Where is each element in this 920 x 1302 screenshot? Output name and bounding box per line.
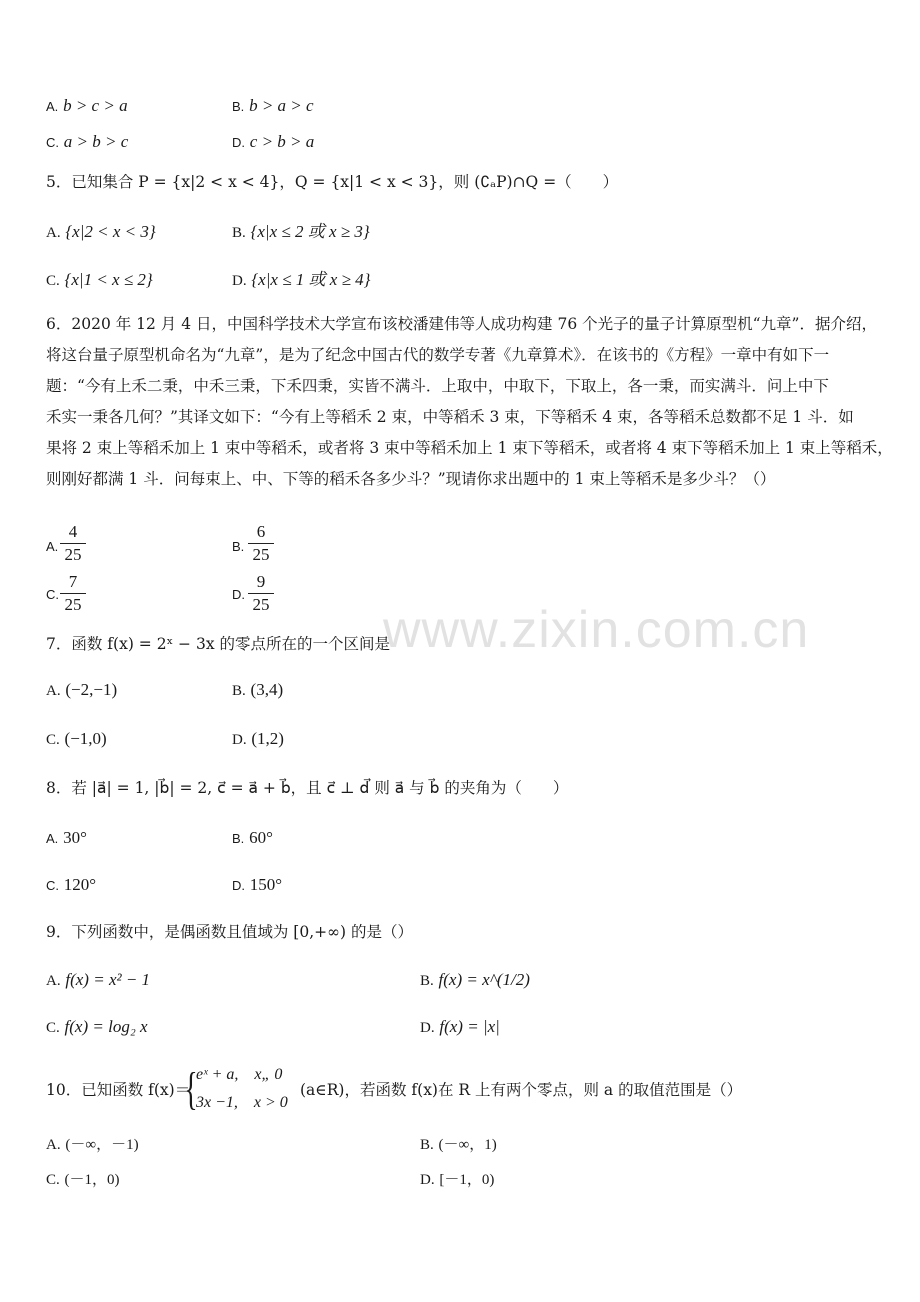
q6-line-4: 禾实一秉各几何？”其译文如下：“今有上等稻禾 2 束，中等稻禾 3 束，下等稻禾 4 束，各等稻禾总数都不足 1 斗．如 — [46, 408, 854, 426]
q6-line-5: 果将 2 束上等稻禾加上 1 束中等稻禾，或者将 3 束中等稻禾加上 1 束下等稻禾，或者将 4 束下等稻禾加上 1 束上等稻禾， — [46, 439, 893, 457]
denominator: 25 — [64, 545, 82, 564]
option-text: c > b > a — [249, 132, 315, 151]
option-label: C. — [46, 135, 59, 150]
option-fraction — [60, 572, 86, 615]
q7-option-d[interactable] — [232, 729, 284, 750]
option-label: D. — [232, 273, 247, 289]
q5-option-b[interactable] — [232, 222, 370, 243]
q10-option-a[interactable] — [46, 1134, 139, 1155]
q10-stem-prefix: 10．已知函数 f(x)＝ — [46, 1081, 191, 1099]
option-text: (－∞，1) — [438, 1137, 497, 1153]
option-label: C. — [46, 1172, 60, 1188]
q6-line-1: 6．2020 年 12 月 4 日，中国科学技术大学宣布该校潘建伟等人成功构建 76 个光子的量子计算原型机“九章”．据介绍， — [46, 315, 877, 333]
q8-option-d[interactable] — [232, 875, 282, 896]
option-text: {x|2 < x < 3} — [65, 222, 156, 241]
option-label: B. — [420, 973, 434, 989]
option-text: a > b > c — [63, 132, 129, 151]
piecewise-case-1: eˣ + a, x„ 0 — [196, 1066, 283, 1083]
option-text: f(x) = log₂ x — [64, 1017, 148, 1036]
piecewise-brace: { — [184, 1063, 198, 1114]
q4-option-a[interactable] — [46, 96, 128, 117]
option-text: {x|x ≤ 2 或 x ≥ 3} — [250, 222, 370, 241]
q9-option-c[interactable] — [46, 1017, 148, 1038]
option-label: D. — [232, 878, 245, 893]
option-label: C. — [46, 587, 59, 602]
option-label: A. — [46, 225, 61, 241]
watermark: www.zixin.com.cn — [383, 601, 810, 659]
option-text: f(x) = |x| — [439, 1017, 500, 1036]
q7-option-a[interactable] — [46, 680, 117, 701]
q9-stem: 9．下列函数中，是偶函数且值域为 [0,+∞) 的是（） — [46, 923, 413, 941]
q7-stem: 7．函数 f(x) = 2ˣ − 3x 的零点所在的一个区间是 — [46, 635, 391, 653]
piecewise-case-2: 3x −1, x > 0 — [196, 1094, 288, 1111]
q5-stem: 5．已知集合 P = {x|2 < x < 4}，Q = {x|1 < x < 3}，则 (∁ₐP)∩Q =（ ） — [46, 173, 619, 191]
q7-option-c[interactable] — [46, 729, 107, 750]
q4-option-d[interactable] — [232, 132, 314, 153]
q10-stem-suffix: (a∈R)，若函数 f(x)在 R 上有两个零点，则 a 的取值范围是（） — [300, 1081, 743, 1099]
option-text: (−2,−1) — [65, 680, 118, 699]
option-text: {x|x ≤ 1 或 x ≥ 4} — [251, 270, 371, 289]
option-label: C. — [46, 273, 60, 289]
option-text: (1,2) — [251, 729, 284, 748]
option-text: (－∞，－1) — [65, 1137, 139, 1153]
option-label: B. — [232, 683, 246, 699]
option-label: C. — [46, 1020, 60, 1036]
numerator: 4 — [68, 522, 78, 541]
option-label: A. — [46, 539, 59, 554]
denominator: 25 — [252, 595, 270, 614]
option-text: (3,4) — [250, 680, 284, 699]
option-text: 120° — [63, 875, 97, 894]
q6-line-6: 则刚好都满 1 斗．问每束上、中、下等的稻禾各多少斗？”现请你求出题中的 1 束上等稻禾是多少斗？（） — [46, 470, 776, 488]
option-label: D. — [420, 1172, 435, 1188]
option-label: A. — [46, 683, 61, 699]
q5-option-a[interactable] — [46, 222, 156, 243]
q10-option-b[interactable] — [420, 1134, 497, 1155]
q8-stem: 8．若 |a⃗| = 1, |b⃗| = 2, c⃗ = a⃗ + b⃗，且 c⃗ ⊥ d⃗ 则 a⃗ 与 b⃗ 的夹角为（ ） — [46, 779, 569, 797]
option-text: f(x) = x² − 1 — [65, 970, 151, 989]
option-label: A. — [46, 1137, 61, 1153]
option-fraction — [248, 572, 274, 615]
option-text: {x|1 < x ≤ 2} — [64, 270, 153, 289]
q10-option-c[interactable] — [46, 1169, 120, 1190]
option-fraction — [248, 522, 274, 565]
option-label: B. — [232, 225, 246, 241]
q4-option-b[interactable] — [232, 96, 314, 117]
option-fraction — [60, 522, 86, 565]
q8-option-b[interactable] — [232, 828, 273, 849]
option-label: C. — [46, 878, 59, 893]
option-label: B. — [420, 1137, 434, 1153]
option-text: b > c > a — [63, 96, 128, 115]
option-label: C. — [46, 732, 60, 748]
option-text: 60° — [249, 828, 273, 847]
option-text: 150° — [249, 875, 283, 894]
option-label: B. — [232, 539, 245, 554]
option-label: D. — [232, 135, 245, 150]
q4-option-c[interactable] — [46, 132, 128, 153]
q6-line-2: 将这台量子原型机命名为“九章”，是为了纪念中国古代的数学专著《九章算术》．在该书的《方程》一章中有如下一 — [46, 346, 830, 364]
denominator: 25 — [64, 595, 82, 614]
numerator: 7 — [68, 572, 78, 591]
option-label: D. — [232, 732, 247, 748]
q5-option-d[interactable] — [232, 270, 370, 291]
denominator: 25 — [252, 545, 270, 564]
option-label: D. — [232, 587, 245, 602]
option-text: b > a > c — [249, 96, 314, 115]
numerator: 6 — [256, 522, 266, 541]
option-label: A. — [46, 831, 59, 846]
q6-line-3: 题：“今有上禾二秉，中禾三秉，下禾四秉，实皆不满斗．上取中，中取下，下取上，各一秉，而实满斗．问上中下 — [46, 377, 829, 395]
q8-option-c[interactable] — [46, 875, 96, 896]
option-label: A. — [46, 973, 61, 989]
q9-option-a[interactable] — [46, 970, 150, 991]
option-text: 30° — [63, 828, 87, 847]
q10-option-d[interactable] — [420, 1169, 494, 1190]
option-label: B. — [232, 831, 245, 846]
option-text: (−1,0) — [64, 729, 107, 748]
option-text: f(x) = x^(1/2) — [438, 970, 530, 989]
option-label: A. — [46, 99, 59, 114]
option-label: D. — [420, 1020, 435, 1036]
q9-option-b[interactable] — [420, 970, 530, 991]
option-text: [－1，0) — [439, 1172, 495, 1188]
q5-option-c[interactable] — [46, 270, 153, 291]
option-label: B. — [232, 99, 245, 114]
q9-option-d[interactable] — [420, 1017, 500, 1038]
option-text: (－1，0) — [64, 1172, 120, 1188]
numerator: 9 — [256, 572, 266, 591]
q7-option-b[interactable] — [232, 680, 283, 701]
q8-option-a[interactable] — [46, 828, 87, 849]
